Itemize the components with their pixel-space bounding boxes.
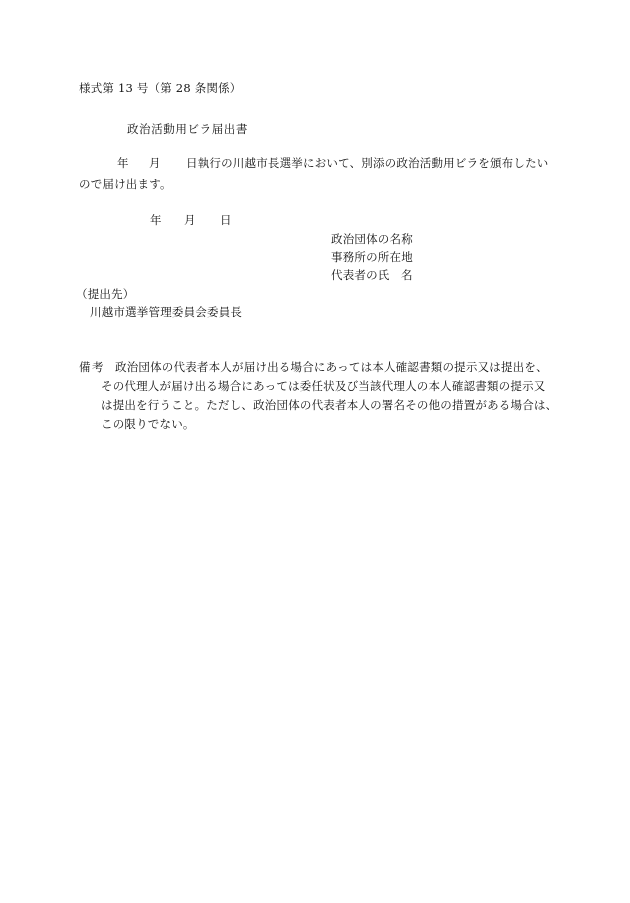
signature-year-label: 年 <box>150 213 162 227</box>
submission-label: （提出先） <box>76 287 135 301</box>
body-text-line-2: ので届け出ます。 <box>79 177 172 191</box>
remarks-line-3: は提出を行うこと。ただし、政治団体の代表者本人の署名その他の措置がある場合は、 <box>101 398 558 412</box>
remarks-label: 備考 <box>79 360 105 374</box>
body-year-label: 年 <box>117 156 129 170</box>
body-text-line-1: 日執行の川越市長選挙において、別添の政治活動用ビラを頒布したい <box>186 156 549 170</box>
remarks-line-2: その代理人が届け出る場合にあっては委任状及び当該代理人の本人確認書類の提示又 <box>101 379 546 393</box>
signature-month-label: 月 <box>184 213 196 227</box>
representative-name-suffix: 名 <box>401 268 413 282</box>
body-month-label: 月 <box>149 156 161 170</box>
remarks-line-1: 政治団体の代表者本人が届け出る場合にあっては本人確認書類の提示又は提出を、 <box>115 360 548 374</box>
submission-recipient: 川越市選挙管理委員会委員長 <box>90 305 243 319</box>
document-title: 政治活動用ビラ届出書 <box>127 122 248 136</box>
remarks-line-4: この限りでない。 <box>101 417 195 431</box>
office-location-field: 事務所の所在地 <box>331 250 413 264</box>
signature-day-label: 日 <box>220 213 232 227</box>
representative-name-field: 代表者の氏 <box>331 268 390 282</box>
form-number: 様式第 13 号（第 28 条関係） <box>79 81 242 95</box>
organization-name-field: 政治団体の名称 <box>331 232 413 246</box>
